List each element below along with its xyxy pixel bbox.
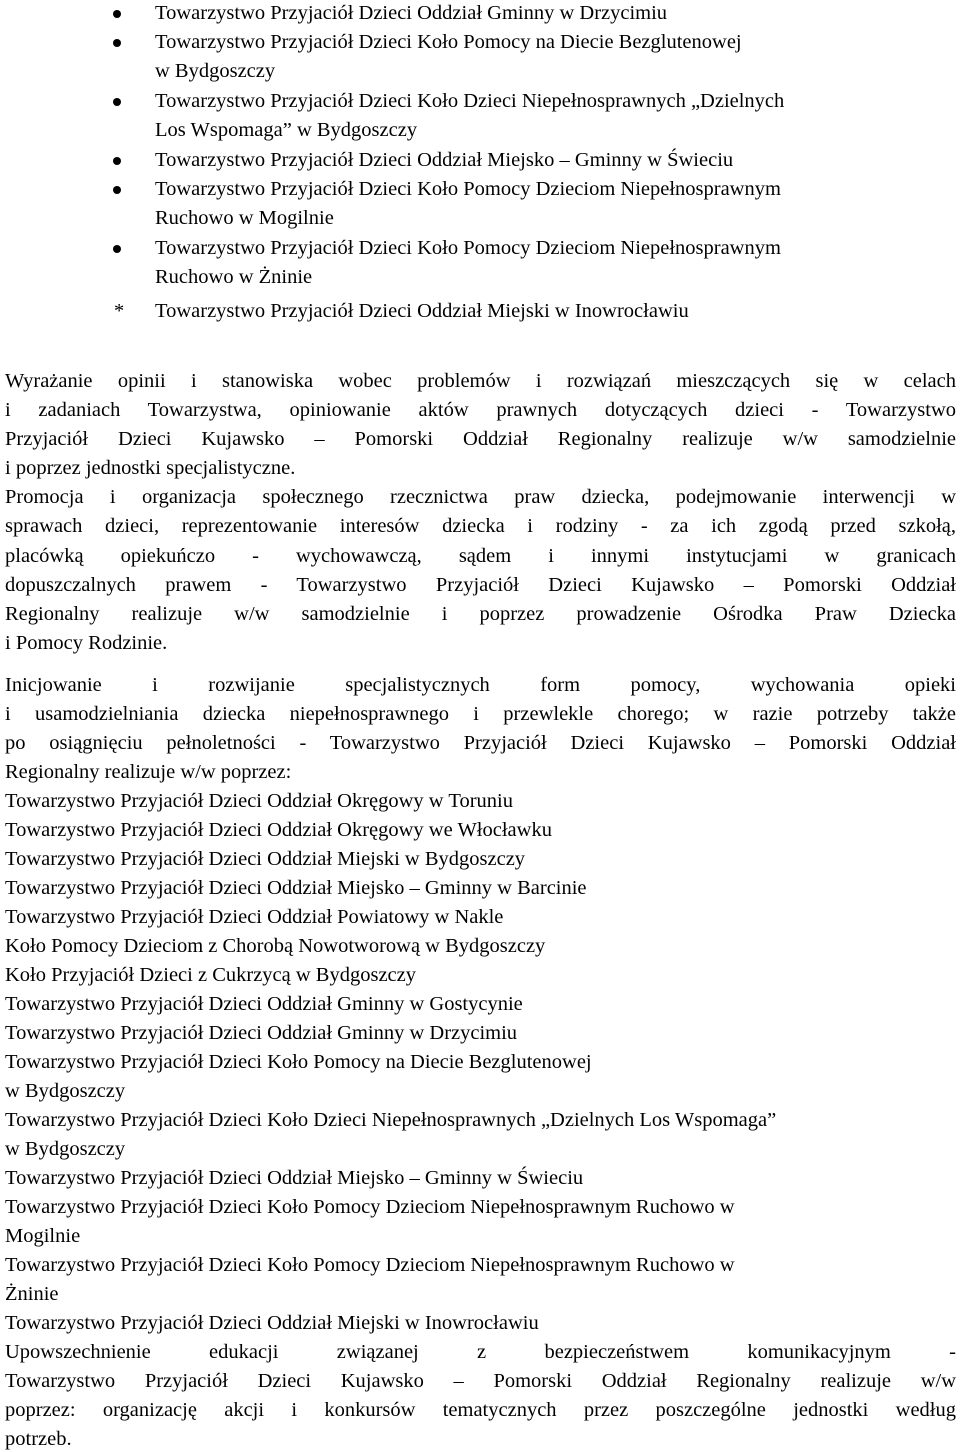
list-item: Towarzystwo Przyjaciół Dzieci Oddział Miejski w Inowrocławiu — [5, 1312, 539, 1334]
list-item: Towarzystwo Przyjaciół Dzieci Koło Pomocy Dzieciom Niepełnosprawnym Ruchowo w — [5, 1196, 735, 1218]
list-item: Towarzystwo Przyjaciół Dzieci Koło Pomocy na Diecie Bezglutenowej — [5, 1051, 592, 1073]
list-item-line: Towarzystwo Przyjaciół Dzieci Oddział Miejski w Inowrocławiu — [155, 300, 689, 322]
list-item: Żninie — [5, 1283, 59, 1305]
list-item: Towarzystwo Przyjaciół Dzieci Oddział Okręgowy we Włocławku — [5, 819, 552, 841]
bullet-icon — [113, 157, 121, 165]
list-item: Towarzystwo Przyjaciół Dzieci Oddział Gminny w Drzycimiu — [5, 1022, 518, 1044]
list-item-line: Towarzystwo Przyjaciół Dzieci Koło Pomocy Dzieciom Niepełnosprawnym — [155, 237, 781, 259]
paragraph-line: Upowszechnienie edukacji związanej z bezpieczeństwem komunikacyjnym - — [5, 1341, 956, 1363]
list-item: Mogilnie — [5, 1225, 81, 1247]
bullet-icon — [113, 186, 121, 194]
asterisk-marker: * — [114, 300, 125, 322]
paragraph-line: i zadaniach Towarzystwa, opiniowanie aktów prawnych dotyczących dzieci - Towarzystwo — [5, 399, 956, 421]
list-item-line: Los Wspomaga” w Bydgoszczy — [155, 119, 418, 141]
paragraph-line: sprawach dzieci, reprezentowanie interesów dziecka i rodziny - za ich zgodą przed szkołą, — [5, 515, 956, 537]
bullet-icon — [113, 245, 121, 253]
paragraph-line: potrzeb. — [5, 1428, 72, 1450]
list-item: Towarzystwo Przyjaciół Dzieci Koło Dzieci Niepełnosprawnych „Dzielnych Los Wspomaga” — [5, 1109, 777, 1131]
list-item: Koło Pomocy Dzieciom z Chorobą Nowotworową w Bydgoszczy — [5, 935, 546, 957]
list-item-line: Ruchowo w Żninie — [155, 266, 313, 288]
list-item: Towarzystwo Przyjaciół Dzieci Oddział Gminny w Gostycynie — [5, 993, 523, 1015]
paragraph-line: placówką opiekuńczo - wychowawczą, sądem i innymi instytucjami w granicach — [5, 545, 956, 567]
paragraph-line: Przyjaciół Dzieci Kujawsko – Pomorski Oddział Regionalny realizuje w/w samodzielnie — [5, 428, 956, 450]
paragraph-line: i poprzez jednostki specjalistyczne. — [5, 457, 296, 479]
list-item-line: Towarzystwo Przyjaciół Dzieci Oddział Miejsko – Gminny w Świeciu — [155, 149, 734, 171]
list-item: Towarzystwo Przyjaciół Dzieci Oddział Okręgowy w Toruniu — [5, 790, 513, 812]
paragraph-line: Regionalny realizuje w/w samodzielnie i poprzez prowadzenie Ośrodka Praw Dziecka — [5, 603, 956, 625]
list-item: Towarzystwo Przyjaciół Dzieci Koło Pomocy Dzieciom Niepełnosprawnym Ruchowo w — [5, 1254, 735, 1276]
paragraph-line: Wyrażanie opinii i stanowiska wobec problemów i rozwiązań mieszczących się w celach — [5, 370, 956, 392]
bullet-icon — [113, 10, 121, 18]
list-item-line: Towarzystwo Przyjaciół Dzieci Koło Pomocy Dzieciom Niepełnosprawnym — [155, 178, 781, 200]
paragraph-line: po osiągnięciu pełnoletności - Towarzystwo Przyjaciół Dzieci Kujawsko – Pomorski Oddział — [5, 732, 956, 754]
paragraph-line: poprzez: organizację akcji i konkursów tematycznych przez poszczególne jednostki według — [5, 1399, 956, 1421]
list-item-line: Towarzystwo Przyjaciół Dzieci Oddział Gminny w Drzycimiu — [155, 2, 668, 24]
list-item-line: Towarzystwo Przyjaciół Dzieci Koło Pomocy na Diecie Bezglutenowej — [155, 31, 742, 53]
paragraph-line: Regionalny realizuje w/w poprzez: — [5, 761, 292, 783]
paragraph-line: Promocja i organizacja społecznego rzecznictwa praw dziecka, podejmowanie interwencji w — [5, 486, 956, 508]
list-item-line: Towarzystwo Przyjaciół Dzieci Koło Dzieci Niepełnosprawnych „Dzielnych — [155, 90, 785, 112]
list-item-line: Ruchowo w Mogilnie — [155, 207, 334, 229]
list-item: Towarzystwo Przyjaciół Dzieci Oddział Powiatowy w Nakle — [5, 906, 504, 928]
bullet-icon — [113, 98, 121, 106]
list-item: Towarzystwo Przyjaciół Dzieci Oddział Miejsko – Gminny w Barcinie — [5, 877, 587, 899]
list-item: Koło Przyjaciół Dzieci z Cukrzycą w Bydgoszczy — [5, 964, 417, 986]
paragraph-line: dopuszczalnych prawem - Towarzystwo Przyjaciół Dzieci Kujawsko – Pomorski Oddział — [5, 574, 956, 596]
paragraph-line: i usamodzielniania dziecka niepełnosprawnego i przewlekle chorego; w razie potrzeby także — [5, 703, 956, 725]
list-item: Towarzystwo Przyjaciół Dzieci Oddział Miejsko – Gminny w Świeciu — [5, 1167, 584, 1189]
paragraph-line: Towarzystwo Przyjaciół Dzieci Kujawsko – Pomorski Oddział Regionalny realizuje w/w — [5, 1370, 956, 1392]
paragraph-line: i Pomocy Rodzinie. — [5, 632, 168, 654]
paragraph-line: Inicjowanie i rozwijanie specjalistycznych form pomocy, wychowania opieki — [5, 674, 956, 696]
list-item: w Bydgoszczy — [5, 1138, 126, 1160]
list-item: w Bydgoszczy — [5, 1080, 126, 1102]
list-item-line: w Bydgoszczy — [155, 60, 276, 82]
bullet-icon — [113, 39, 121, 47]
list-item: Towarzystwo Przyjaciół Dzieci Oddział Miejski w Bydgoszczy — [5, 848, 526, 870]
